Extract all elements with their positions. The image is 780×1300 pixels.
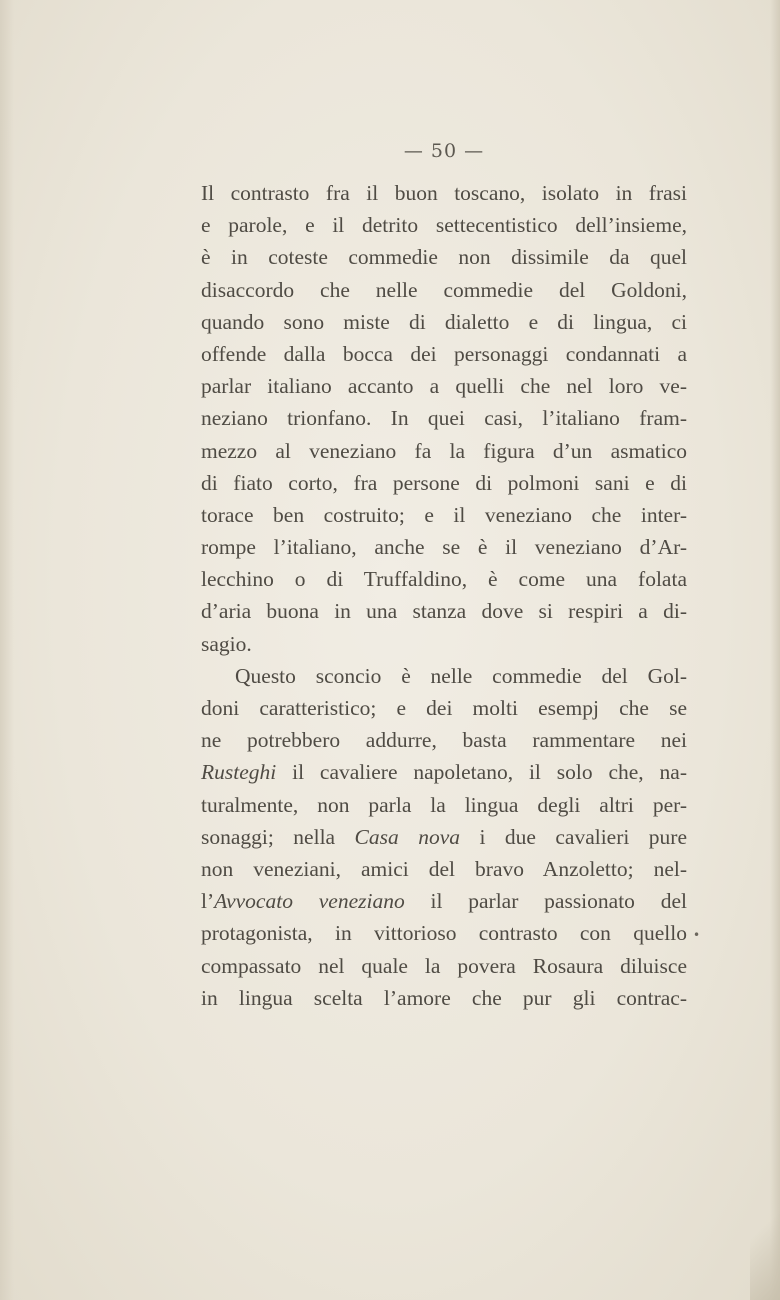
text-line: è in coteste commedie non dissimile da quel	[201, 245, 687, 270]
italic-title: Rusteghi	[201, 760, 277, 785]
text-line: d’aria buona in una stanza dove si respiri a di-	[201, 599, 687, 624]
italic-title: Avvocato veneziano	[214, 889, 405, 914]
text-line: mezzo al veneziano fa la figura d’un asmatico	[201, 438, 687, 463]
text-line: quando sono miste di dialetto e di lingua, ci	[201, 309, 687, 334]
text-line: di fiato corto, fra persone di polmoni sani e di	[201, 470, 687, 495]
text-line: torace ben costruito; e il veneziano che inter-	[201, 502, 687, 527]
text-line: protagonista, in vittorioso contrasto con quello	[201, 921, 687, 946]
text-line: disaccordo che nelle commedie del Goldoni,	[201, 277, 687, 302]
text-line: sonaggi; nella Casa nova i due cavalieri pure	[201, 824, 688, 849]
text-line: compassato nel quale la povera Rosaura diluisce	[201, 953, 687, 978]
text-line: turalmente, non parla la lingua degli altri per-	[201, 792, 687, 817]
text-line: sagio.	[201, 631, 252, 656]
text-line: lecchino o di Truffaldino, è come una folata	[201, 567, 687, 592]
italic-title: Casa nova	[354, 824, 460, 849]
text-line: ne potrebbero addurre, basta rammentare nei	[201, 728, 687, 753]
text-line: e parole, e il detrito settecentistico dell’insieme,	[201, 213, 687, 238]
text-line: Il contrasto fra il buon toscano, isolato in frasi	[201, 181, 687, 205]
text-line: non veneziani, amici del bravo Anzoletto; nel-	[201, 856, 687, 881]
text-line: Questo sconcio è nelle commedie del Gol-	[235, 663, 687, 688]
text-line: Rusteghi il cavaliere napoletano, il solo che, na-	[201, 760, 687, 785]
page-corner-shadow	[750, 1180, 780, 1300]
text-line: doni caratteristico; e dei molti esempj che se	[201, 696, 687, 720]
text-line: rompe l’italiano, anche se è il veneziano d’Ar-	[201, 535, 687, 560]
text-line: offende dalla bocca dei personaggi condannati a	[201, 341, 687, 366]
page-number: — 50 —	[403, 140, 485, 162]
page-edge-right	[770, 0, 780, 1300]
text-line: in lingua scelta l’amore che pur gli contrac-	[201, 985, 687, 1010]
margin-mark: •	[693, 928, 701, 942]
body-text	[201, 177, 687, 1014]
text-line: l’Avvocato veneziano il parlar passionato del	[201, 889, 687, 914]
text-line: parlar italiano accanto a quelli che nel loro ve-	[201, 374, 687, 399]
page-edge-left	[0, 0, 14, 1300]
text-line: neziano trionfano. In quei casi, l’italiano fram-	[201, 406, 687, 431]
